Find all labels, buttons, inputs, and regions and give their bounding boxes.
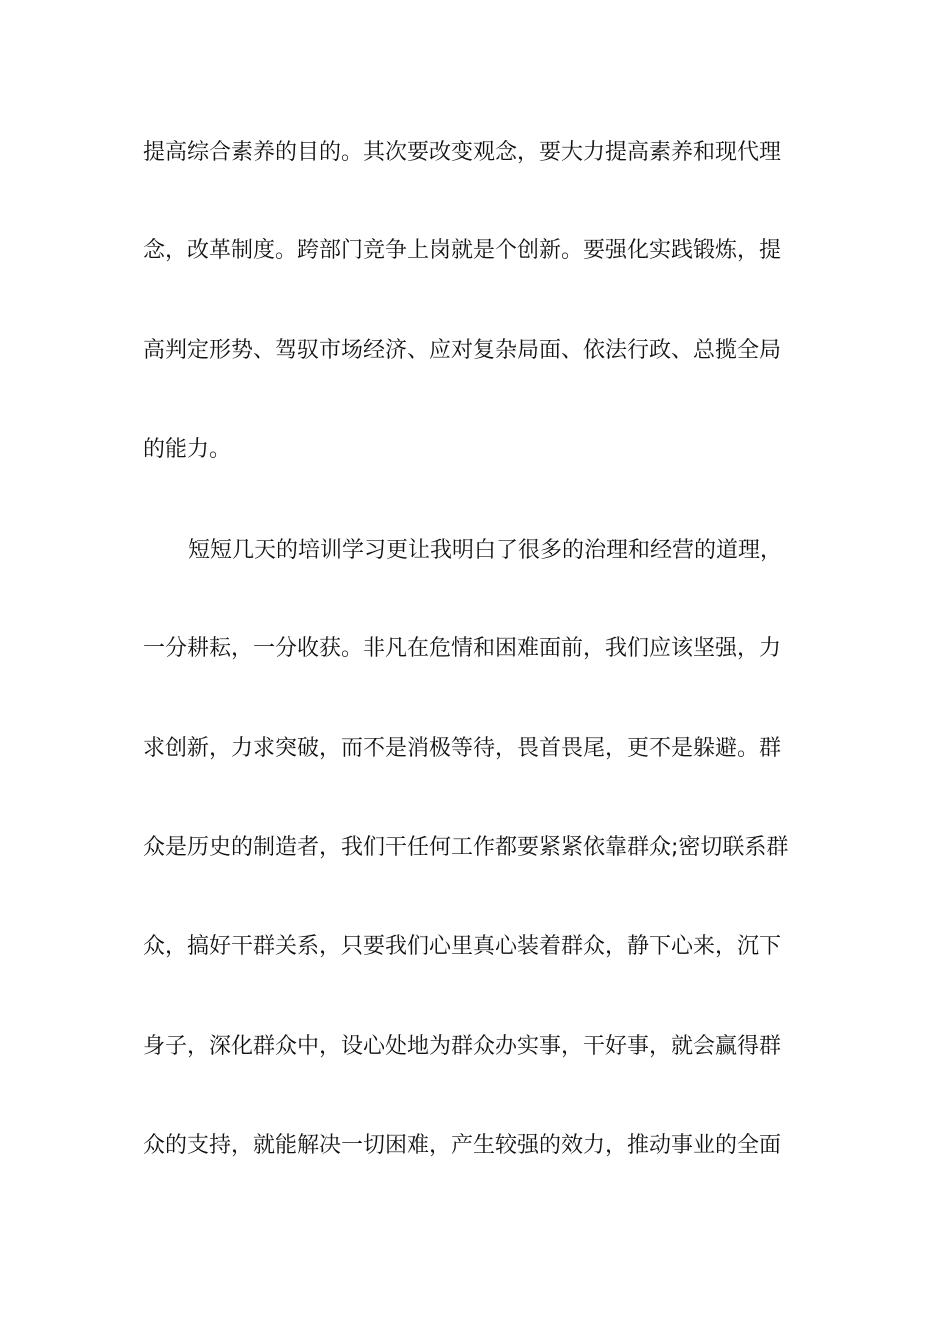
text-line: 众的支持，就能解决一切困难，产生较强的效力，推动事业的全面 — [143, 1133, 782, 1158]
paragraph-first-line: 短短几天的培训学习更让我明白了很多的治理和经营的道理， — [188, 538, 783, 563]
text-line: 身子，深化群众中，设心处地为群众办实事，干好事，就会赢得群 — [143, 1034, 782, 1059]
text-line: 高判定形势、驾驭市场经济、应对复杂局面、依法行政、总揽全局 — [143, 338, 782, 363]
text-line: 的能力。 — [143, 437, 232, 462]
text-line: 求创新，力求突破，而不是消极等待，畏首畏尾，更不是躲避。群 — [143, 736, 782, 761]
text-line: 念，改革制度。跨部门竞争上岗就是个创新。要强化实践锻炼，提 — [143, 238, 782, 263]
text-line: 提高综合素养的目的。其次要改变观念，要大力提高素养和现代理 — [143, 140, 782, 165]
text-line: 一分耕耘，一分收获。非凡在危情和困难面前，我们应该坚强，力 — [143, 636, 782, 661]
text-line: 众，搞好干群关系，只要我们心里真心装着群众，静下心来，沉下 — [143, 934, 782, 959]
text-line: 众是历史的制造者，我们干任何工作都要紧紧依靠群众;密切联系群 — [143, 835, 789, 860]
